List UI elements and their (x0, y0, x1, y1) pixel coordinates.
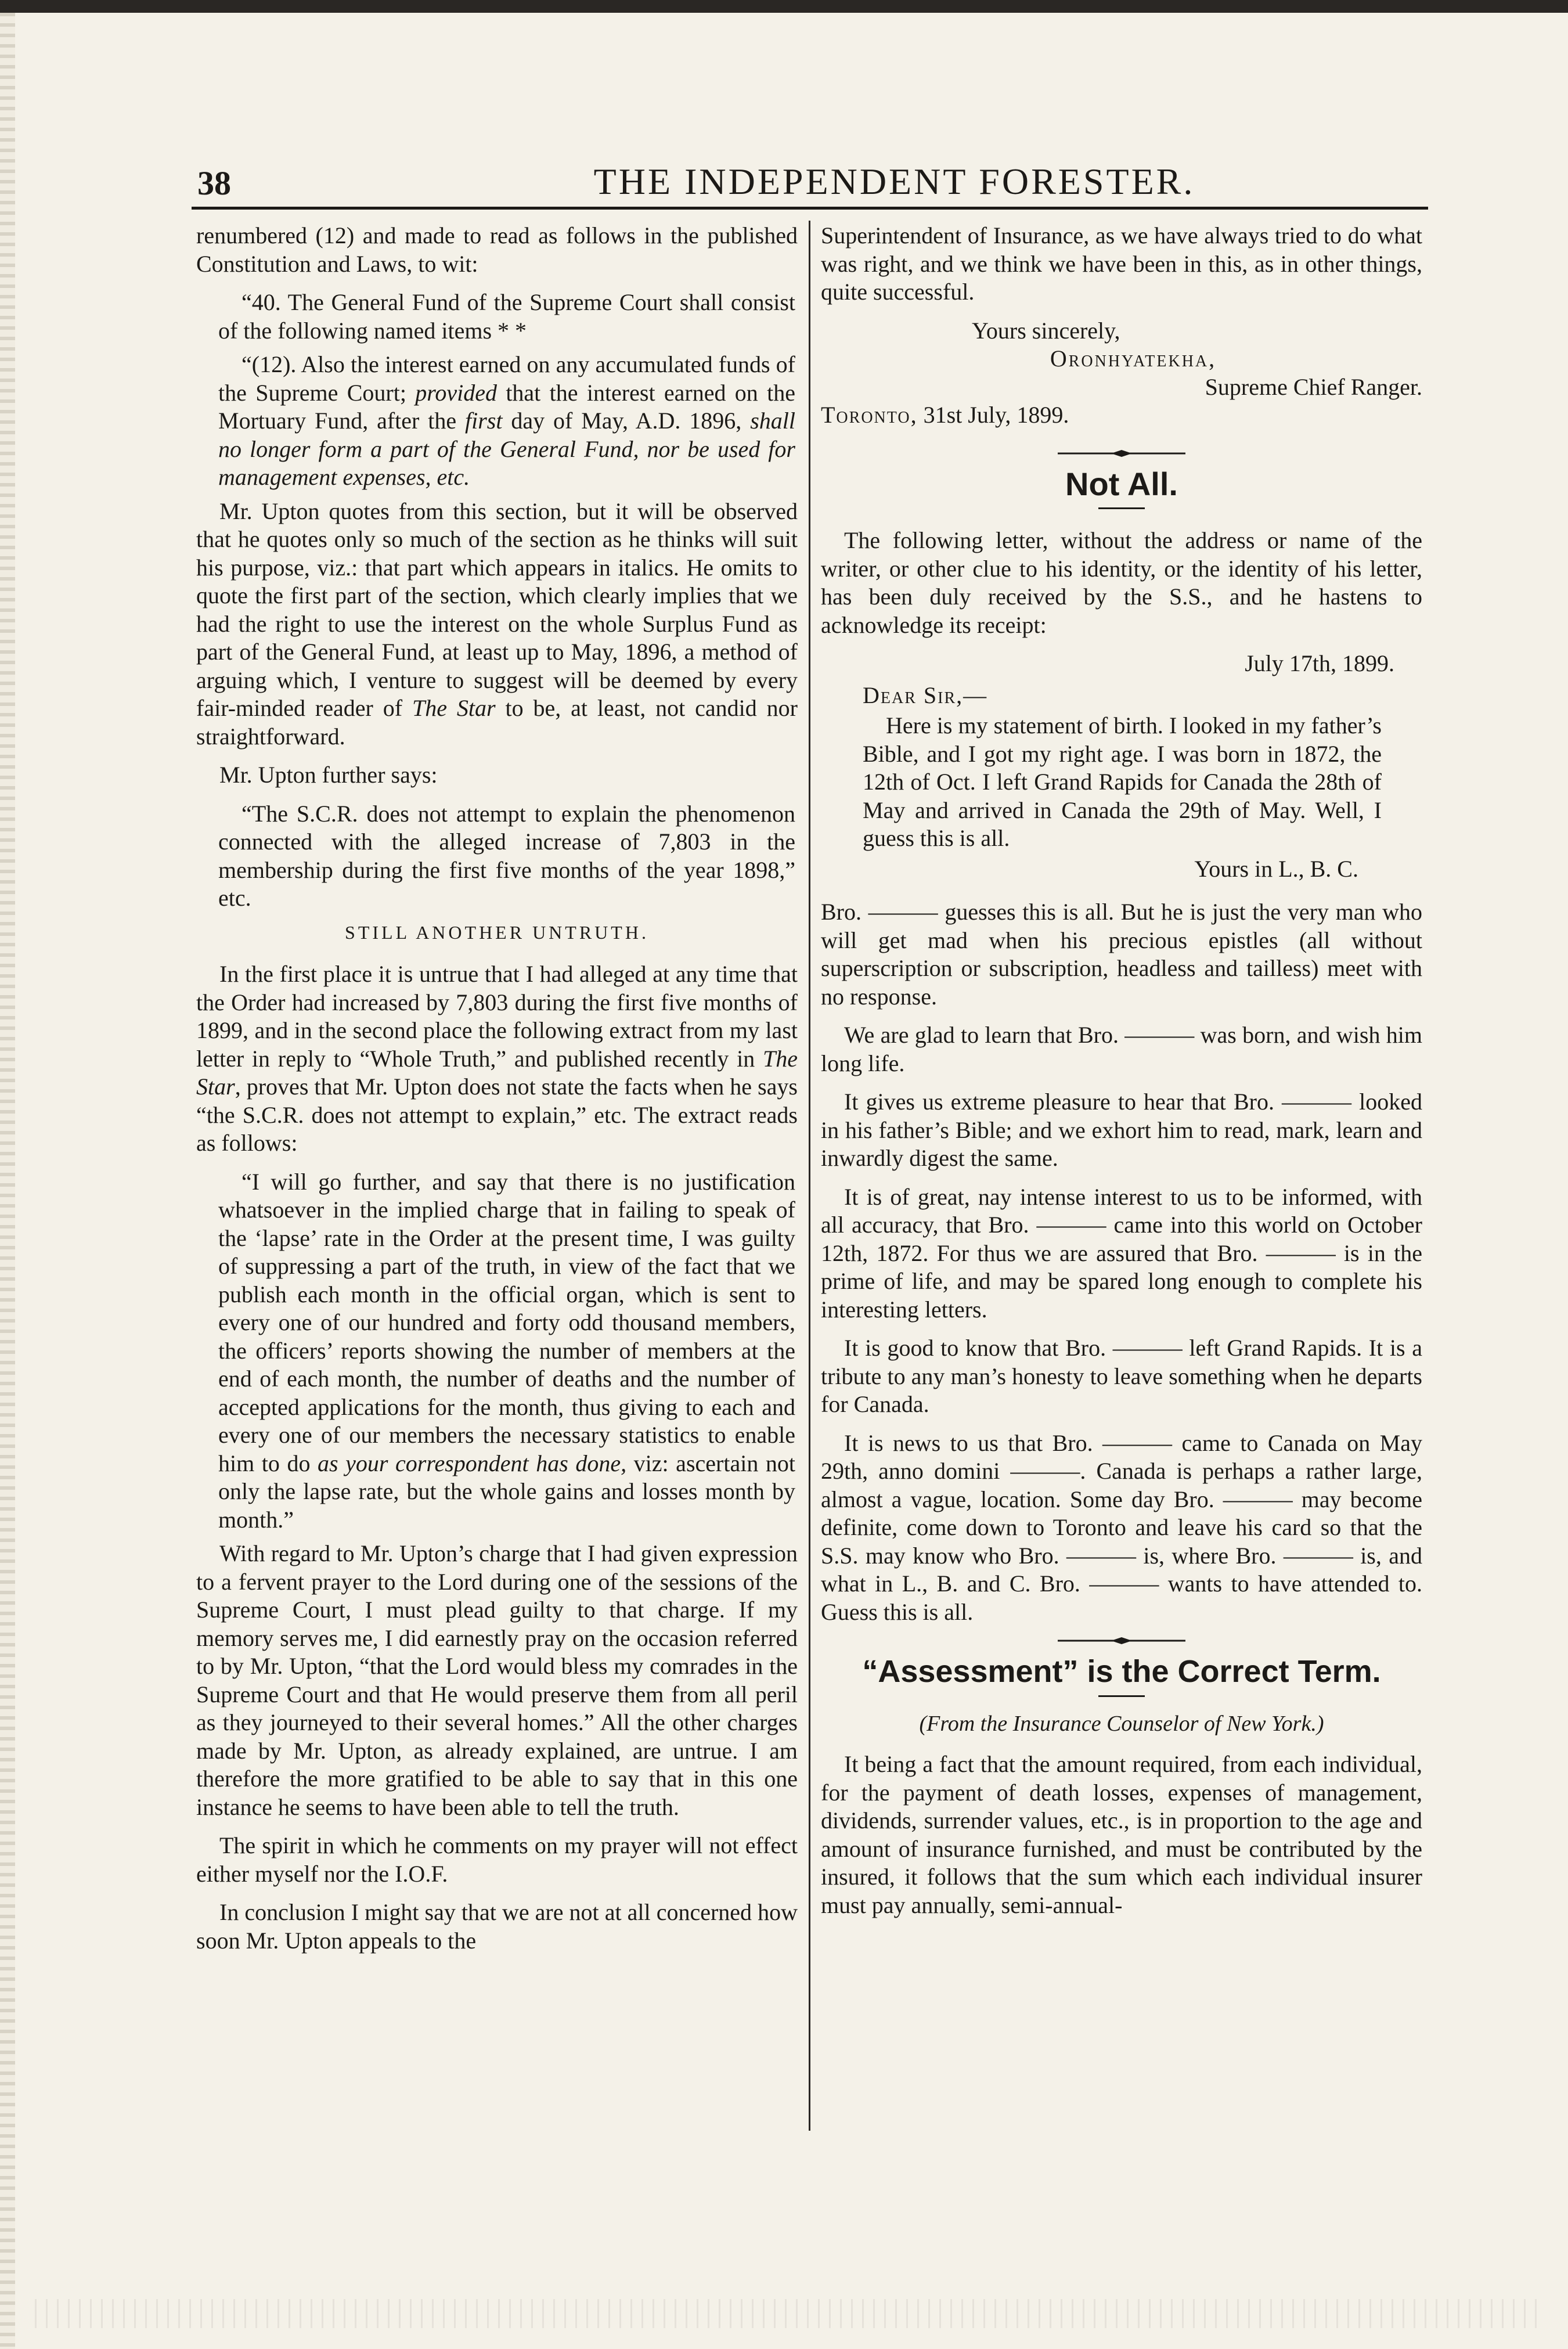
paragraph (196, 498, 798, 751)
source-attribution: (From the Insurance Counselor of New York.) (919, 1711, 1324, 1736)
paragraph: It is news to us that Bro. ——— came to Canada on May 29th, anno domini ———. Canada is perhaps a rather large, almost a vague, location. Some day Bro. ——— may become definite, come down to Toronto and leave his card so that the S.S. may know who Bro. ——— is, where Bro. ——— is, and what in L., B. and C. Bro. ——— wants to have attended to. Guess this is all. (821, 1429, 1422, 1625)
paragraph: In conclusion I might say that we are not at all concerned how soon Mr. Upton appeals to the (196, 1899, 798, 1954)
article-title-not-all: Not All. (1065, 465, 1178, 502)
section-ornament-icon (1058, 449, 1185, 457)
text: , proves that Mr. Upton does not state the facts when he says “the S.C.R. does not attempt to explain,” etc. The extract reads as follows: (196, 1073, 798, 1156)
quoted-letter (863, 682, 1382, 884)
signature-name: Oronhyatekha, (1050, 345, 1217, 372)
publication-name: The Star (196, 1045, 798, 1100)
quote-italic: provided (415, 379, 497, 406)
paragraph: It is of great, nay intense interest to us to be informed, with all accuracy, that Bro. ——— came into this world on October 12th, 1872. For thus we are assured that Bro. ——— is in the prime of life, and may be spared long enough to complete his interesting letters. (821, 1183, 1422, 1323)
text: Mr. Upton quotes from this section, but it will be observed that he quotes only so much of the section as he thinks will suit his purpose, viz.: that part which appears in italics. He omits to quote the first part of the section, which clearly implies that we had the right to use the interest on the whole Surplus Fund as part of the General Fund, at least up to May, 1896, a method of arguing which, I venture to suggest will be deemed by every fair-minded reader of (196, 498, 798, 721)
section-subheading: STILL ANOTHER UNTRUTH. (345, 921, 649, 943)
paragraph: The spirit in which he comments on my prayer will not effect either myself nor the I.O.F. (196, 1832, 798, 1887)
letter-body: Here is my statement of birth. I looked in my father’s Bible, and I got my right age. I was born in 1872, the 12th of Oct. I left Grand Rapids for Canada the 28th of May and arrived in Canada the 29th of May. Well, I guess this is all. (863, 712, 1382, 851)
running-title: THE INDEPENDENT FORESTER. (593, 161, 1195, 202)
paragraph: With regard to Mr. Upton’s charge that I had given expression to a fervent prayer to the Lord during one of the sessions of the Supreme Court, I must plead guilty to that charge. If my memory serves me, I did earnestly pray on the occasion referred to by Mr. Upton, “that the Lord would bless my comrades in the Supreme Court and that He would preserve them from all peril as they journeyed to their several homes.” All the other charges made by Mr. Upton, as already explained, are untrue. I am therefore the more gratified to be able to say that in this one instance he seems to have been able to tell the truth. (196, 1540, 798, 1820)
header-rule (192, 207, 1428, 210)
left-column (196, 222, 798, 1965)
paragraph: It is good to know that Bro. ——— left Grand Rapids. It is a tribute to any man’s honesty to leave something when he departs for Canada. (821, 1335, 1422, 1417)
quote-text: viz: ascertain not only the lapse rate, but the whole gains and losses month by month.” (218, 1450, 795, 1533)
quote-paragraph: “The S.C.R. does not attempt to explain the phenomenon connected with the alleged increase of 7,803 in the membership during the first five months of the year 1898,” etc. (218, 800, 795, 911)
section-ornament-icon (1058, 1637, 1185, 1645)
scan-bottom-noise (35, 2299, 1544, 2328)
article-title-assessment: “Assessment” is the Correct Term. (862, 1654, 1381, 1689)
quote-text: “I will go further, and say that there is no justification whatsoever in the implied charge that in failing to speak of the ‘lapse’ rate in the Order at the present time, I was guilty of suppressing a part of the truth, in view of the fact that we publish each month in the official organ, which is sent to every one of our hundred and forty odd thousand members, the officers’ reports showing the number of members at the end of each month, the number of deaths and the number of accepted applications for the month, thus giving to each and every one of our members the necessary statistics to enable him to do (218, 1168, 795, 1476)
quote-paragraph (218, 1168, 795, 1534)
quote-italic: as your correspondent has done, (318, 1450, 627, 1476)
quote-italic: shall no longer form a part of the General Fund, nor be used for management expenses, etc. (218, 408, 795, 490)
quote-paragraph: “40. The General Fund of the Supreme Court shall consist of the following named items * * (218, 289, 795, 344)
paragraph: The following letter, without the address or name of the writer, or other clue to his identity, or the identity of his letter, has been duly received by the S.S., and he hastens to acknowledge its receipt: (821, 527, 1422, 638)
text: In the first place it is untrue that I had alleged at any time that the Order had increased by 7,803 during the first five months of 1899, and in the second place the following extract from my last letter in reply to “Whole Truth,” and published recently in (196, 961, 798, 1072)
quote-text: that the interest earned on the Mortuary Fund, after the (218, 379, 796, 434)
column-divider (809, 221, 810, 2131)
upton-quote (218, 800, 795, 913)
constitution-quote (218, 289, 795, 492)
signature-yours: Yours sincerely, (972, 317, 1120, 344)
signature-title: Supreme Chief Ranger. (1205, 373, 1422, 400)
paragraph (196, 960, 798, 1158)
quote-text: day of May, A.D. 1896, (502, 408, 751, 434)
publication-name: The Star (412, 695, 496, 721)
quote-italic: first (465, 408, 503, 434)
scan-left-edge (0, 13, 15, 2349)
signature-place-date (821, 401, 1422, 430)
extract-quote (218, 1168, 795, 1534)
right-column (821, 222, 1422, 1930)
letter-date: July 17th, 1899. (1245, 650, 1394, 676)
paragraph: We are glad to learn that Bro. ——— was born, and wish him long life. (821, 1022, 1422, 1076)
paragraph: It gives us extreme pleasure to hear that Bro. ——— looked in his father’s Bible; and we exhort him to read, mark, learn and inwardly digest the same. (821, 1089, 1422, 1171)
paragraph: It being a fact that the amount required, from each individual, for the payment of death losses, expenses of management, dividends, surrender values, etc., is in proportion to the age and amount of insurance furnished, and must be contributed by the insured, it follows that the sum which each individual insurer must pay annually, semi-annual- (821, 1751, 1422, 1918)
title-underline (1098, 507, 1145, 509)
letter-closing: Yours in L., B. C. (1194, 855, 1358, 882)
quote-paragraph (218, 351, 795, 492)
title-underline (1098, 1695, 1145, 1697)
paragraph: renumbered (12) and made to read as follows in the published Constitution and Laws, to wit: (196, 222, 798, 277)
paragraph: Superintendent of Insurance, as we have always tried to do what was right, and we think we have been in this, as in other things, quite successful. (821, 222, 1422, 305)
paragraph: Mr. Upton further says: (219, 762, 438, 788)
signature-date: 31st July, 1899. (923, 402, 1069, 428)
letter-salutation: Dear Sir,— (863, 682, 988, 708)
scan-top-border (0, 0, 1568, 13)
page-number: 38 (197, 164, 231, 202)
text: to be, at least, not candid nor straightforward. (196, 695, 798, 750)
quote-text: “(12). Also the interest earned on any accumulated funds of the Supreme Court; (218, 351, 795, 406)
signature-place: Toronto, (821, 402, 918, 428)
paragraph: Bro. ——— guesses this is all. But he is just the very man who will get mad when his precious epistles (all without superscription or subscription, headless and tailless) meet with no response. (821, 899, 1422, 1010)
